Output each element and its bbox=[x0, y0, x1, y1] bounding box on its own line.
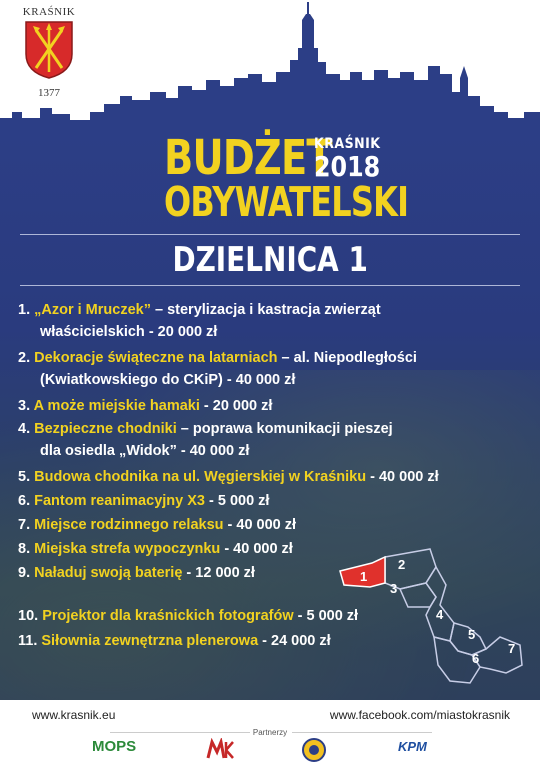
city-crest bbox=[20, 6, 78, 99]
partners-label: Partnerzy bbox=[252, 728, 288, 737]
project-item: 1. „Azor i Mruczek” – sterylizacja i kastracja zwierząt bbox=[18, 302, 381, 318]
district-heading bbox=[0, 240, 540, 280]
partner-emblem-icon bbox=[302, 738, 326, 762]
website-link[interactable]: www.krasnik.eu bbox=[32, 708, 116, 722]
mdk-logo-icon bbox=[206, 738, 234, 760]
kpm-logo: KPM bbox=[398, 739, 427, 754]
project-item-cont: dla osiedla „Widok” - 40 000 zł bbox=[40, 443, 250, 459]
map-label-5: 5 bbox=[468, 627, 476, 642]
project-item: 4. Bezpieczne chodniki – poprawa komunikacji pieszej bbox=[18, 421, 393, 437]
district-label: DZIELNICA 1 bbox=[172, 240, 368, 280]
project-item: 9. Naładuj swoją baterię - 12 000 zł bbox=[18, 565, 255, 581]
crest-year: 1377 bbox=[38, 87, 60, 99]
map-label-1: 1 bbox=[360, 569, 368, 584]
coat-of-arms-icon bbox=[20, 18, 78, 80]
project-item: 8. Miejska strefa wypoczynku - 40 000 zł bbox=[18, 541, 293, 557]
map-label-6: 6 bbox=[472, 651, 480, 666]
project-item: 3. A może miejskie hamaki - 20 000 zł bbox=[18, 398, 273, 414]
crest-name: KRAŚNIK bbox=[22, 6, 76, 18]
project-item: 5. Budowa chodnika na ul. Węgierskiej w Kraśniku - 40 000 zł bbox=[18, 469, 439, 485]
title-year: 2018 bbox=[314, 150, 381, 183]
district-map bbox=[330, 545, 530, 690]
project-item: 10. Projektor dla kraśnickich fotografów - 5 000 zł bbox=[18, 608, 359, 624]
title-budzet: BUDŻET bbox=[164, 130, 332, 186]
mops-logo: MOPS bbox=[92, 738, 137, 755]
footer bbox=[0, 700, 540, 764]
project-item: 11. Siłownia zewnętrzna plenerowa - 24 000 zł bbox=[18, 633, 331, 649]
title-obywatelski: OBYWATELSKI bbox=[164, 178, 409, 226]
city-skyline bbox=[0, 0, 540, 140]
district-4-shape bbox=[426, 567, 454, 641]
map-label-2: 2 bbox=[398, 557, 406, 572]
title-city: KRAŚNIK bbox=[314, 136, 381, 152]
project-item-cont: (Kwiatkowskiego do CKiP) - 40 000 zł bbox=[40, 372, 296, 388]
divider-bottom bbox=[20, 285, 520, 286]
district-3-shape bbox=[400, 583, 436, 607]
project-item: 6. Fantom reanimacyjny X3 - 5 000 zł bbox=[18, 493, 270, 509]
map-label-4: 4 bbox=[436, 607, 444, 622]
map-label-3: 3 bbox=[390, 581, 398, 596]
project-item-cont: właścicielskich - 20 000 zł bbox=[40, 324, 218, 340]
map-label-7: 7 bbox=[508, 641, 516, 656]
partners-rule-right bbox=[292, 732, 432, 733]
divider-top bbox=[20, 234, 520, 235]
project-item: 2. Dekoracje świąteczne na latarniach – al. Niepodległości bbox=[18, 350, 417, 366]
project-item: 7. Miejsce rodzinnego relaksu - 40 000 zł bbox=[18, 517, 297, 533]
facebook-link[interactable]: www.facebook.com/miastokrasnik bbox=[329, 708, 510, 722]
